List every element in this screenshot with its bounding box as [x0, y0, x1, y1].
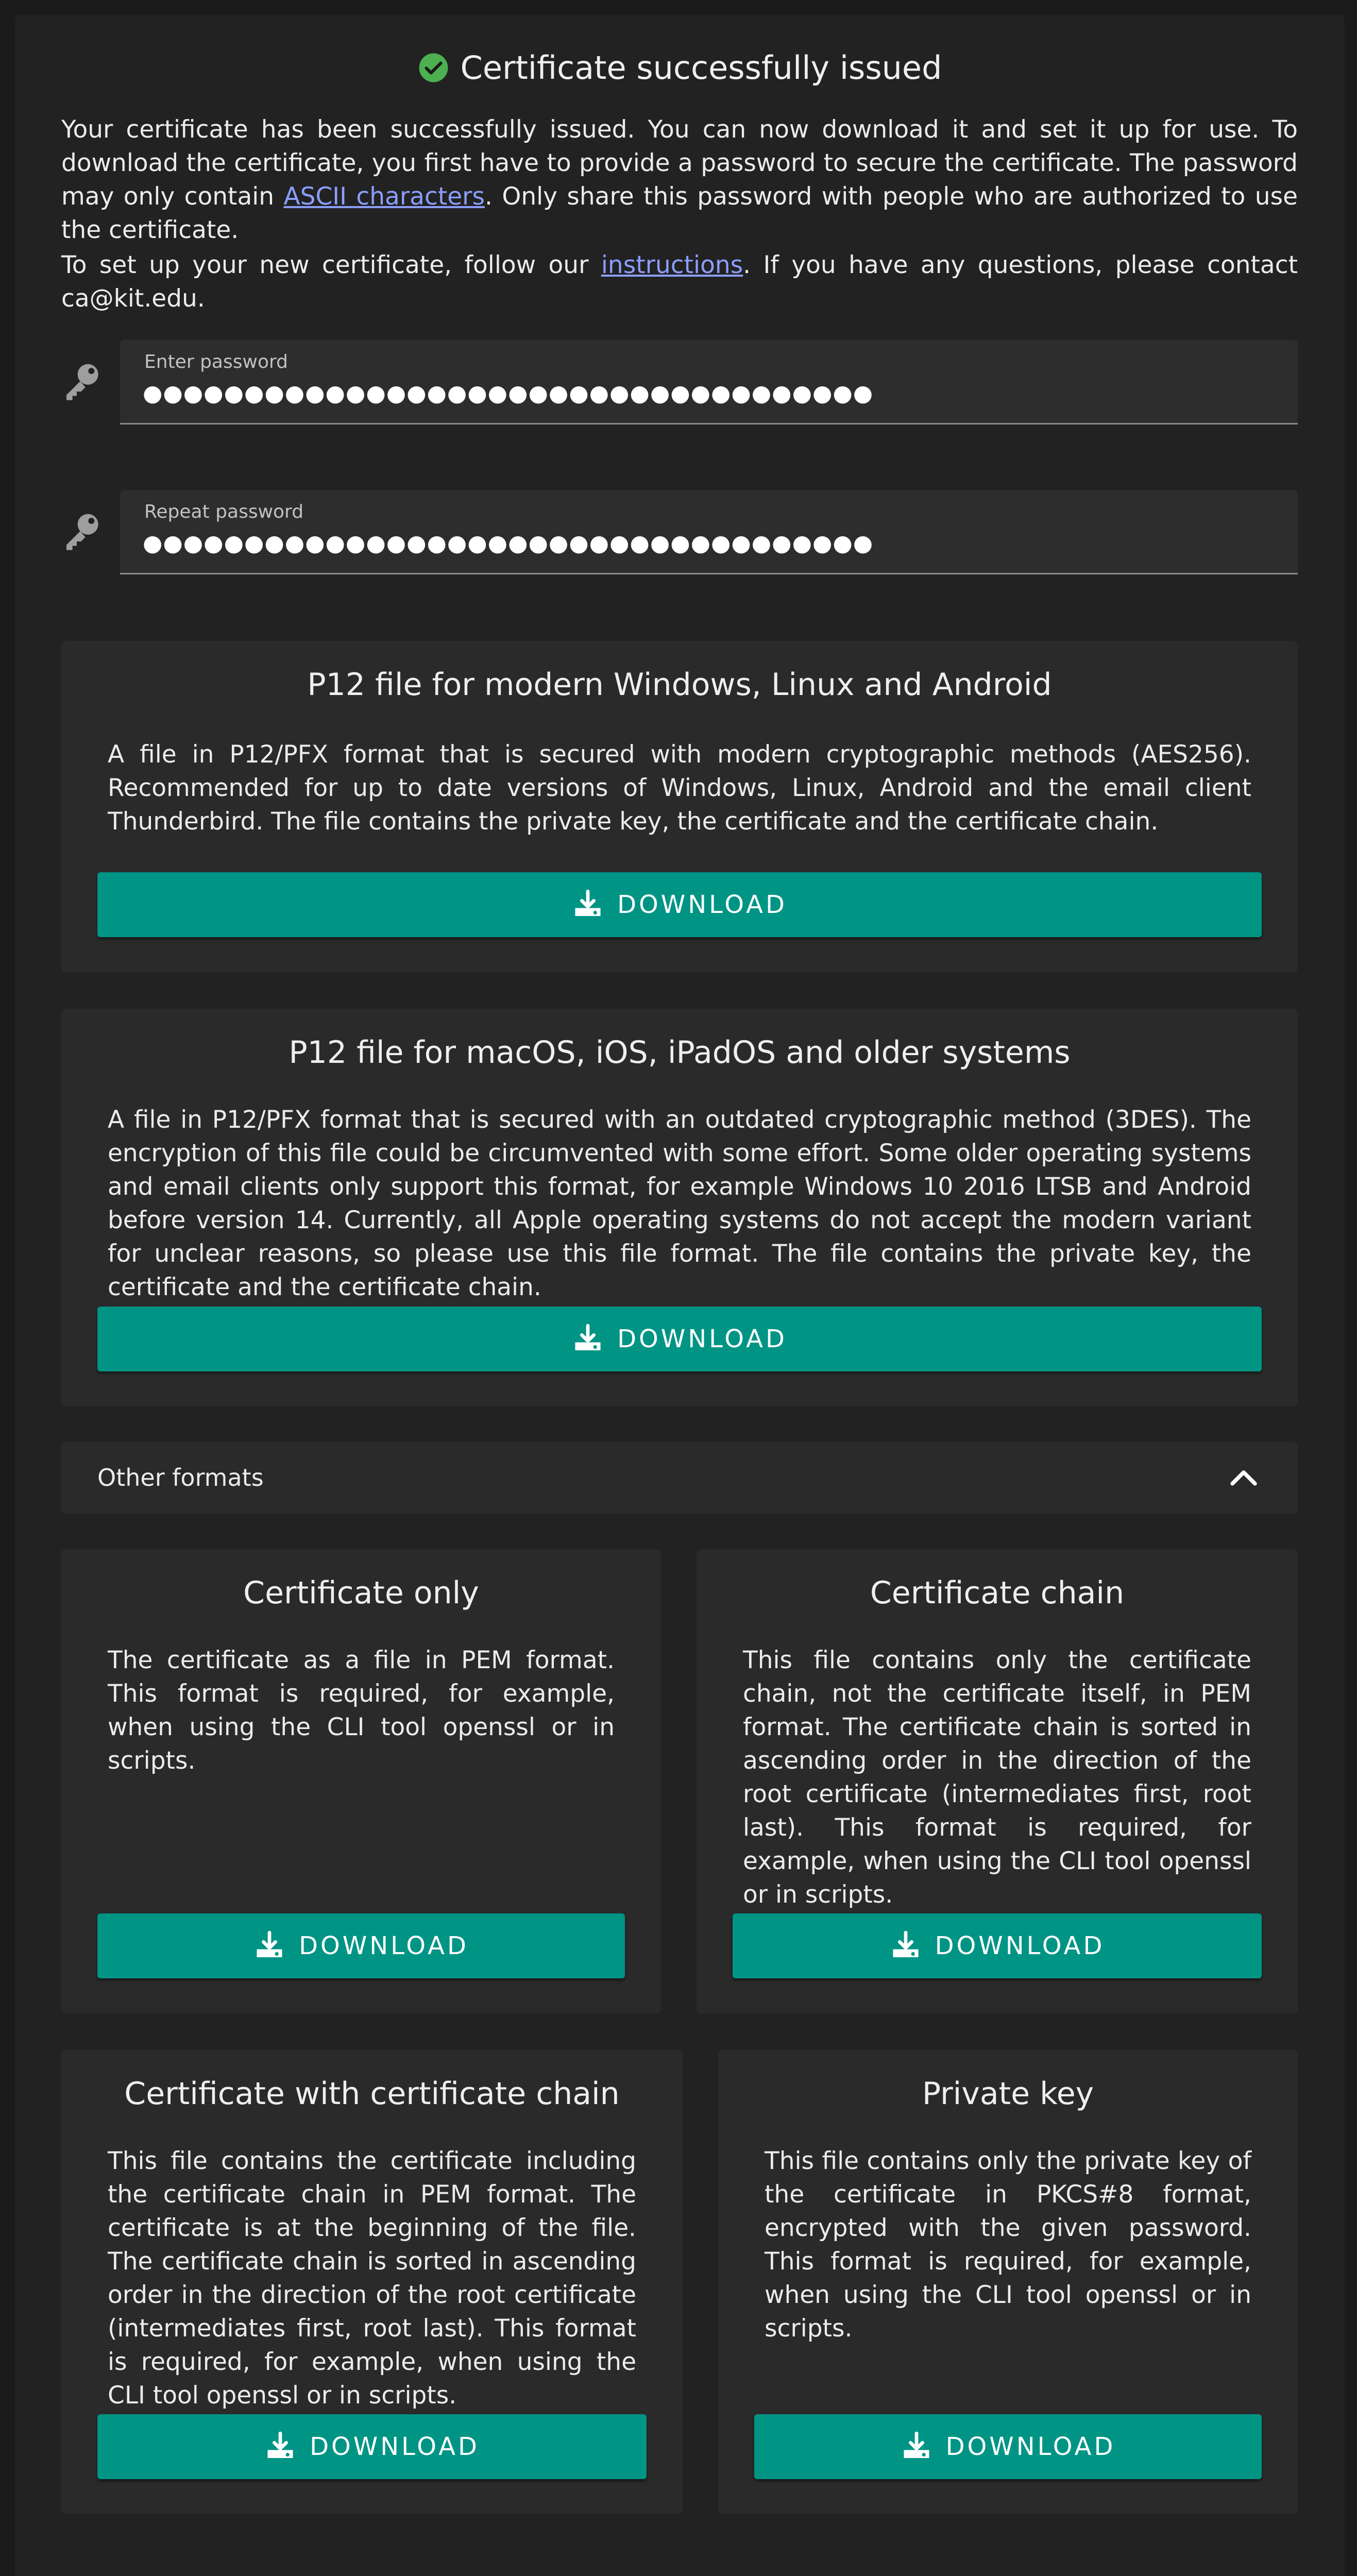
download-cert-with-chain-button[interactable] — [97, 2414, 647, 2479]
password-row — [61, 340, 1298, 424]
section-title: Certificate chain — [870, 1575, 1125, 1611]
section-title: P12 file for modern Windows, Linux and Android — [307, 667, 1052, 703]
download-icon — [253, 1930, 285, 1962]
intro-text-end: . Only share this password with people who are authorized to use the certificate. — [61, 182, 1298, 244]
download-p12-legacy-button[interactable] — [97, 1307, 1262, 1371]
repeat-password-field[interactable] — [120, 490, 1298, 574]
password-input[interactable]: ●●●●●●●●●●●●●●●●●●●●●●●●●●●●●●●●●●●● — [143, 380, 874, 406]
download-label: DOWNLOAD — [945, 2432, 1116, 2461]
download-label: DOWNLOAD — [935, 1931, 1105, 1960]
check-circle-icon — [418, 52, 449, 83]
section-description: This file contains only the certificate chain, not the certificate itself, in PEM format. The certificate chain is sorted in ascending order in the direction of the root certificate (intermediates first, root last). This format is required, for example, when using the CLI tool openssl or in scripts. — [743, 1646, 1251, 1909]
repeat-password-label: Repeat password — [144, 501, 304, 522]
download-label: DOWNLOAD — [617, 890, 787, 919]
page-title: Certificate successfully issued — [460, 49, 942, 87]
section-title: P12 file for macOS, iOS, iPadOS and older systems — [289, 1035, 1071, 1071]
key-icon — [61, 511, 103, 552]
download-icon — [890, 1930, 922, 1962]
intro-paragraph — [61, 113, 1298, 247]
section-description: The certificate as a file in PEM format. This format is required, for example, when using the CLI tool openssl or in scripts. — [108, 1646, 615, 1775]
section-title: Private key — [922, 2076, 1094, 2112]
section-description: This file contains the certificate including the certificate chain in PEM format. The certificate is at the beginning of the file. The certificate chain is sorted in ascending order in the direction of the root certificate (intermediates first, root last). This format is required, for example, when using the CLI tool openssl or in scripts. — [108, 2147, 636, 2410]
ascii-characters-link[interactable]: ASCII characters — [283, 182, 485, 211]
other-formats-label: Other formats — [97, 1464, 264, 1492]
download-cert-only-button[interactable] — [97, 1913, 625, 1978]
section-description: A file in P12/PFX format that is secured with an outdated cryptographic method (3DES). The encryption of this file could be circumvented with some effort. Some older operating systems and email clients only support this format, for example Windows 10 2016 LTSB and Android before version 14. Currently, all Apple operating systems do not accept the modern variant for unclear reasons, so please use this file format. The file contains the private key, the certificate and the certificate chain. — [108, 1106, 1251, 1301]
password-field[interactable] — [120, 340, 1298, 425]
download-label: DOWNLOAD — [617, 1325, 787, 1353]
instructions-text: To set up your new certificate, follow our — [61, 251, 601, 279]
download-private-key-button[interactable] — [754, 2414, 1262, 2479]
cert-only-section — [61, 1549, 661, 2013]
download-icon — [572, 889, 604, 921]
repeat-password-row — [61, 490, 1298, 574]
cert-chain-section — [697, 1549, 1298, 2013]
password-label: Enter password — [144, 351, 288, 372]
download-cert-chain-button[interactable] — [733, 1913, 1262, 1978]
instructions-paragraph — [61, 248, 1298, 315]
page-header — [15, 49, 1345, 87]
repeat-password-input[interactable]: ●●●●●●●●●●●●●●●●●●●●●●●●●●●●●●●●●●●● — [143, 530, 874, 556]
download-label: DOWNLOAD — [310, 2432, 480, 2461]
download-icon — [264, 2431, 296, 2463]
other-formats-toggle[interactable] — [61, 1442, 1298, 1514]
intro-text: Your certificate has been successfully issued. You can now download it and set it up for use. To download the certificate, you first have to provide a password to secure the certificate. The password may only contain — [61, 115, 1298, 211]
cert-with-chain-section — [61, 2050, 683, 2514]
section-description: A file in P12/PFX format that is secured with modern cryptographic methods (AES256). Recommended for up to date versions of Windows, Linux, Android and the email client Thunderbird. The file contains the private key, the certificate and the certificate chain. — [108, 740, 1251, 836]
p12-legacy-section — [61, 1009, 1298, 1406]
key-icon — [61, 361, 103, 402]
download-label: DOWNLOAD — [299, 1931, 469, 1960]
download-icon — [901, 2431, 932, 2463]
p12-modern-section — [61, 641, 1298, 972]
download-p12-modern-button[interactable] — [97, 872, 1262, 937]
chevron-up-icon — [1226, 1460, 1262, 1496]
download-icon — [572, 1323, 604, 1355]
certificate-card — [15, 15, 1345, 2576]
instructions-link[interactable]: instructions — [601, 251, 743, 279]
section-title: Certificate with certificate chain — [124, 2076, 620, 2112]
contact-text: . If you have any questions, please contact ca@kit.edu. — [61, 251, 1298, 313]
section-description: This file contains only the private key of the certificate in PKCS#8 format, encrypted with the given password. This format is required, for example, when using the CLI tool openssl or in scripts. — [765, 2147, 1251, 2343]
section-title: Certificate only — [243, 1575, 479, 1611]
private-key-section — [718, 2050, 1298, 2514]
